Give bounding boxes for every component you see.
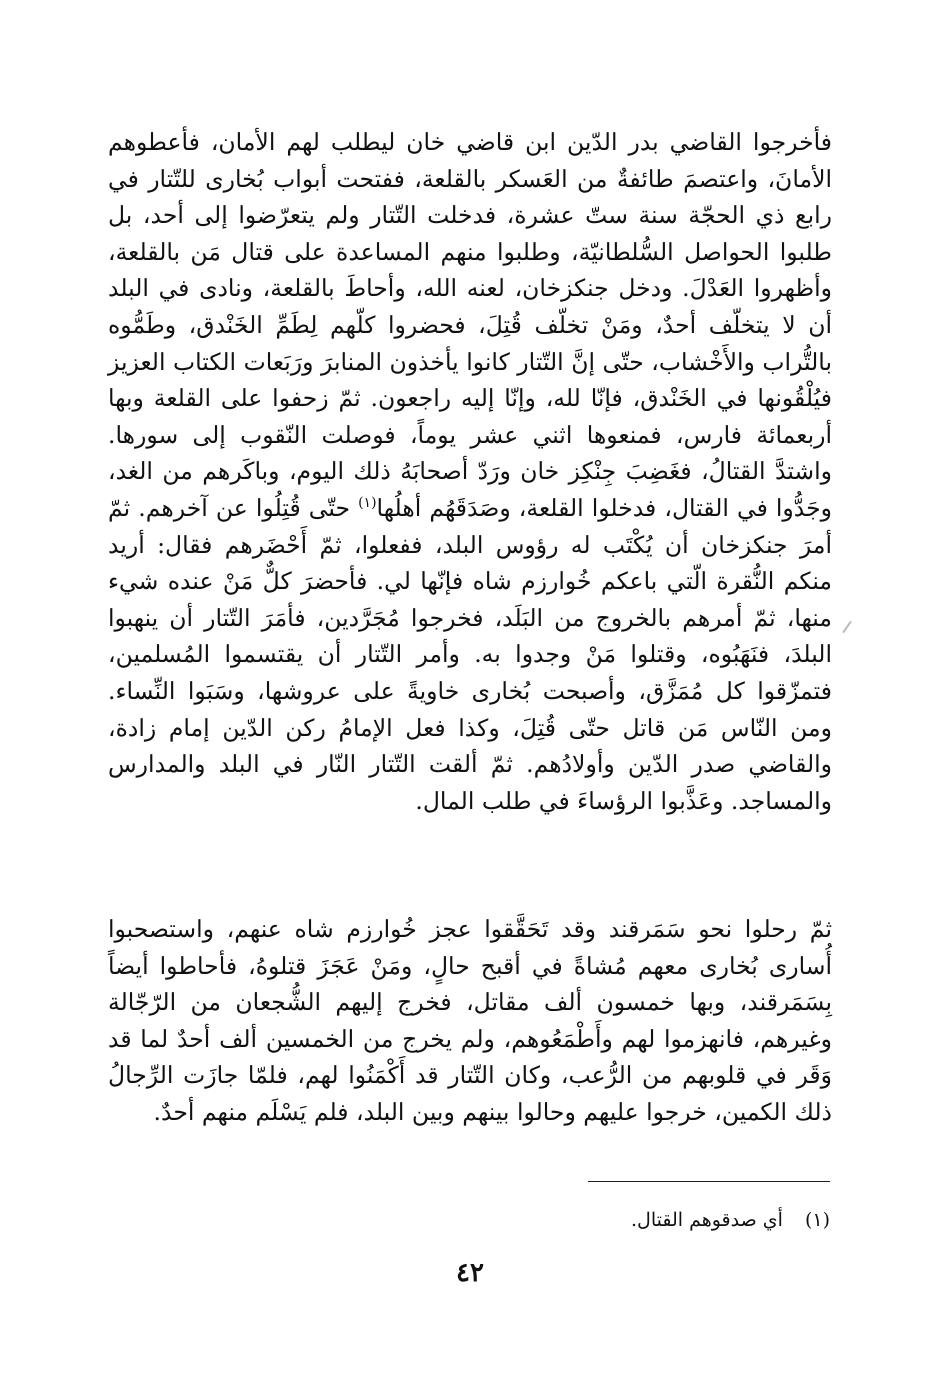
body-paragraph-2: ثمّ رحلوا نحو سَمَرقند وقد تَحَقَّقوا عجز خُوارزم شاه عنهم، واستصحبوا أُسارى بُخارى معهم مُشاةً في أقبح حالٍ، ومَنْ عَجَزَ قتلوهُ، فأحاطوا أيضاً بِسَمَرقند، وبها خمسون ألف مقاتل، فخرج إليهم الشُّجعان من الرّجّالة وغيرهم، فانهزموا لهم وأَطْمَعُوهم، ولم يخرج من الخمسين ألف أحدٌ لما قد وَقَر في قلوبهم من الرُّعب، وكان التّتار قد أَكْمَنُوا لهم، فلمّا جازَت الرِّجالُ ذلك الكمين، خرجوا عليهم وحالوا بينهم وبين البلد، فلم يَسْلَم منهم أحدٌ. — [108, 915, 832, 1126]
footnote — [330, 1206, 830, 1234]
body-paragraph-1 — [108, 124, 832, 819]
footnote-reference: (١) — [358, 495, 377, 512]
paragraph-1-text-b: حتّى قُتِلُوا عن آخرهم. ثمّ أمرَ جنكزخان أن يُكْتَب له رؤوس البلد، ففعلوا، ثمّ أَحْضَرهم فقال: أريد منكم النُّقرة الّتي باعكم خُوارزم شاه فإنّها لي. فأحضرَ كلٌّ مَنْ عنده شيء منها، ثمّ أمرهم بالخروج من البَلَد، فخرجوا مُجَرَّدين، فأمَرَ التّتار أن ينهبوا البلدَ، فنَهَبُوه، وقتلوا مَنْ وجدوا به. وأمر التّتار أن يقتسموا المُسلمين، فتمزّقوا كل مُمَزَّق، وأصبحت بُخارى خاويةً على عروشها، وسَبَوا النِّساء. ومن النّاس مَن قاتل حتّى قُتِلَ، وكذا فعل الإمامُ ركن الدّين إمام زادة، والقاضي صدر الدّين وأولادُهم. ثمّ ألقت التّتار النّار في البلد والمدارس والمساجد. وعَذَّبوا الرؤساءَ في طلب المال. — [108, 493, 832, 815]
scan-mark — [842, 621, 852, 634]
footnote-divider — [588, 1181, 830, 1182]
footnote-text: أي صدقوهم القتال. — [630, 1209, 783, 1231]
footnote-number: (١) — [804, 1209, 830, 1231]
page-number: ٤٢ — [456, 1258, 484, 1288]
paragraph-1-text-a: فأخرجوا القاضي بدر الدّين ابن قاضي خان ليطلب لهم الأمان، فأعطوهم الأمانَ، واعتصمَ طائفةٌ من العَسكر بالقلعة، ففتحت أبواب بُخارى للتّتار في رابع ذي الحجّة سنة ستّ عشرة، فدخلت التّتار ولم يتعرّضوا إلى أحد، بل طلبوا الحواصل السُّلطانيّة، وطلبوا منهم المساعدة على قتال مَن بالقلعة، وأظهروا العَدْلَ. ودخل جنكزخان، لعنه الله، وأحاطَ بالقلعة، ونادى في البلد أن لا يتخلّف أحدٌ، ومَنْ تخلّف قُتِلَ، فحضروا كلّهم لِطَمِّ الخَنْدق، وطَمُّوه بالتُّراب والأَخْشاب، حتّى إنَّ التّتار كانوا يأخذون المنابرَ ورَبَعات الكتاب العزيز فيُلْقُونها في الخَنْدق، فإنّا لله، وإنّا إليه راجعون. ثمّ زحفوا على القلعة وبها أربعمائة فارس، فمنعوها اثني عشر يوماً، فوصلت النّقوب إلى سورها. واشتدَّ القتالُ، فغَضِبَ جِنْكِز خان ورَدّ أصحابَهُ ذلك اليوم، وباكَرهم من الغد، وجَدُّوا في القتال، فدخلوا القلعة، وصَدَقَهُم أهلُها — [108, 128, 832, 522]
